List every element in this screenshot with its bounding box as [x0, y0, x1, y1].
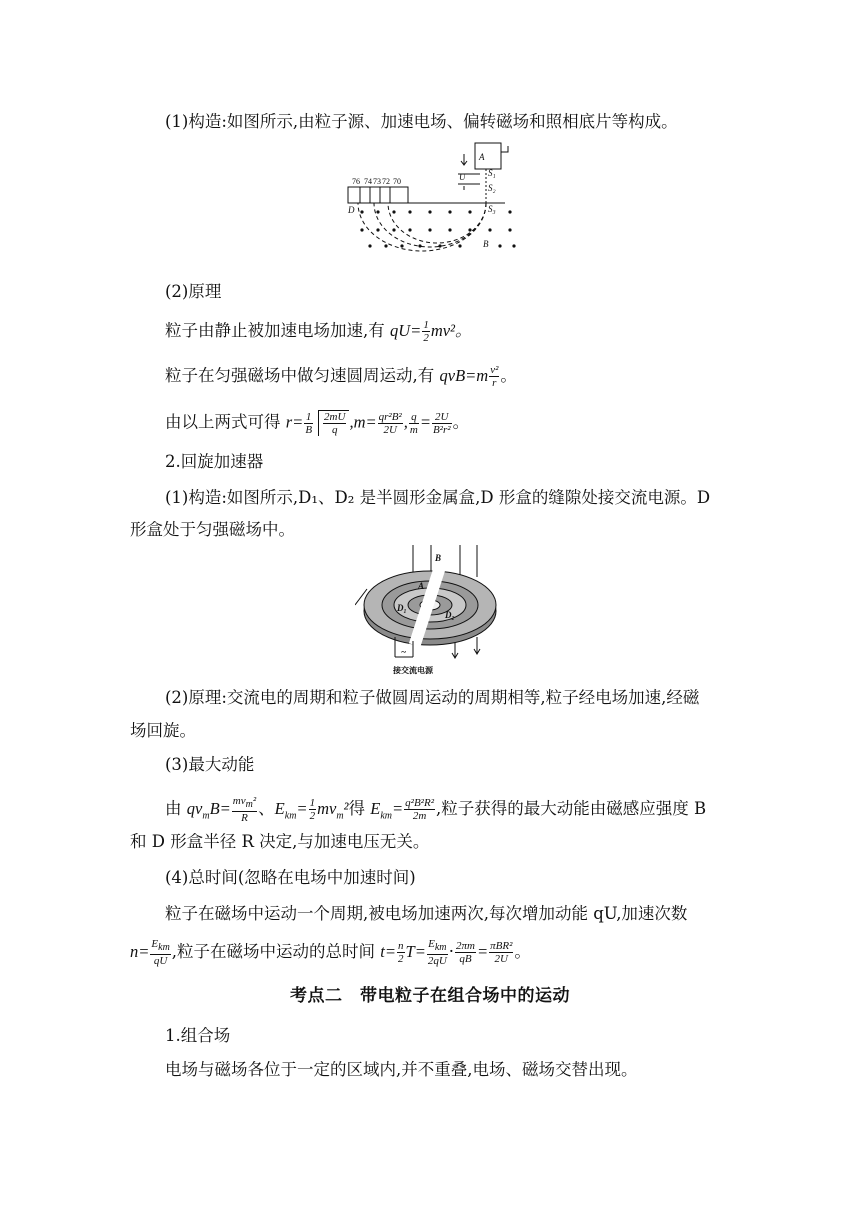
text-line: (2)原理 — [165, 282, 222, 301]
cyclotron-figure — [355, 545, 515, 680]
text-line: 形盒处于匀强磁场中。 — [130, 520, 295, 539]
label-B: B — [483, 239, 489, 249]
label-S3: S₃ — [488, 204, 496, 214]
label-U: U — [459, 172, 466, 182]
scale-label-70: 70 — [393, 177, 401, 186]
formula-line: 由 $qv_mB=$ $\frac{mv_m^2}{R}$ 、$E_{km}=$ $\frac{1}{2}$ $mv_m^2$得 $E_{km}=$ $\frac{\text{q²B²R²}}{2m}$ ,粒子获得的最大动能由磁感应强度 B — [165, 795, 707, 825]
text-line: (3)最大动能 — [165, 755, 255, 774]
label-D2: D₂ — [445, 610, 455, 620]
scale-label-72: 72 — [382, 177, 390, 186]
text-line: (1)构造:如图所示,由粒子源、加速电场、偏转磁场和照相底片等构成。 — [165, 112, 678, 131]
section-title: 2.回旋加速器 — [165, 452, 264, 471]
section-title: 1.组合场 — [165, 1026, 231, 1045]
text-line: 场回旋。 — [130, 721, 196, 740]
text-line: (2)原理:交流电的周期和粒子做圆周运动的周期相等,粒子经电场加速,经磁 — [165, 688, 700, 707]
photo-plate — [348, 187, 408, 203]
text-line: 和 D 形盒半径 R 决定,与加速电压无关。 — [130, 832, 430, 851]
label-B: B — [435, 553, 442, 563]
label-D: D — [348, 205, 355, 215]
text-line: 粒子在磁场中运动一个周期,被电场加速两次,每次增加动能 qU,加速次数 — [165, 904, 688, 923]
label-A: A — [479, 152, 485, 162]
label-tilde: ~ — [401, 647, 407, 657]
section-heading: 考点二 带电粒子在组合场中的运动 — [290, 986, 570, 1006]
scale-label-76: 76 — [352, 177, 360, 186]
text-line: 电场与磁场各位于一定的区域内,并不重叠,电场、磁场交替出现。 — [165, 1060, 638, 1079]
formula-line: 粒子在匀强磁场中做匀速圆周运动,有 qvB=m $\frac{\text{v²}}{r}$ 。 — [165, 364, 517, 389]
label-S1: S₁ — [488, 168, 496, 178]
text-line: (1)构造:如图所示,D₁、D₂ 是半圆形金属盒,D 形盒的缝隙处接交流电源。D — [165, 488, 711, 507]
formula-line: 由以上两式可得 r= $\frac{1}{B}$ $\frac{2mU}{q}$ ,m= $\frac{\text{qr²B²}}{2U}$ , $\frac{q}{m}$ = $\frac{2U}{\text{B²r²}}$ 。 — [165, 410, 470, 436]
scale-label-73: 73 — [373, 177, 381, 186]
formula-line: n= $\frac{E_{km}}{qU}$ ,粒子在磁场中运动的总时间 t= $\frac{n}{2}$ T= $\frac{E_{km}}{2qU}$ · $\frac{2\pi m}{qB}$ = $\frac{\text{πBR²}}{2U}$ 。 — [130, 938, 531, 968]
mass-spectrometer-figure — [340, 140, 520, 265]
text-line: (4)总时间(忽略在电场中加速时间) — [165, 868, 416, 887]
label-D1: D₁ — [397, 603, 407, 613]
scale-label-74: 74 — [364, 177, 372, 186]
label-A: A — [418, 581, 425, 591]
magnetic-field-dots — [360, 210, 515, 247]
figure-caption: 接交流电源 — [393, 666, 433, 675]
label-S2: S₂ — [488, 183, 496, 193]
formula-line: 粒子由静止被加速电场加速,有 qU= $\frac{1}{2}$ mv²。 — [165, 319, 472, 344]
